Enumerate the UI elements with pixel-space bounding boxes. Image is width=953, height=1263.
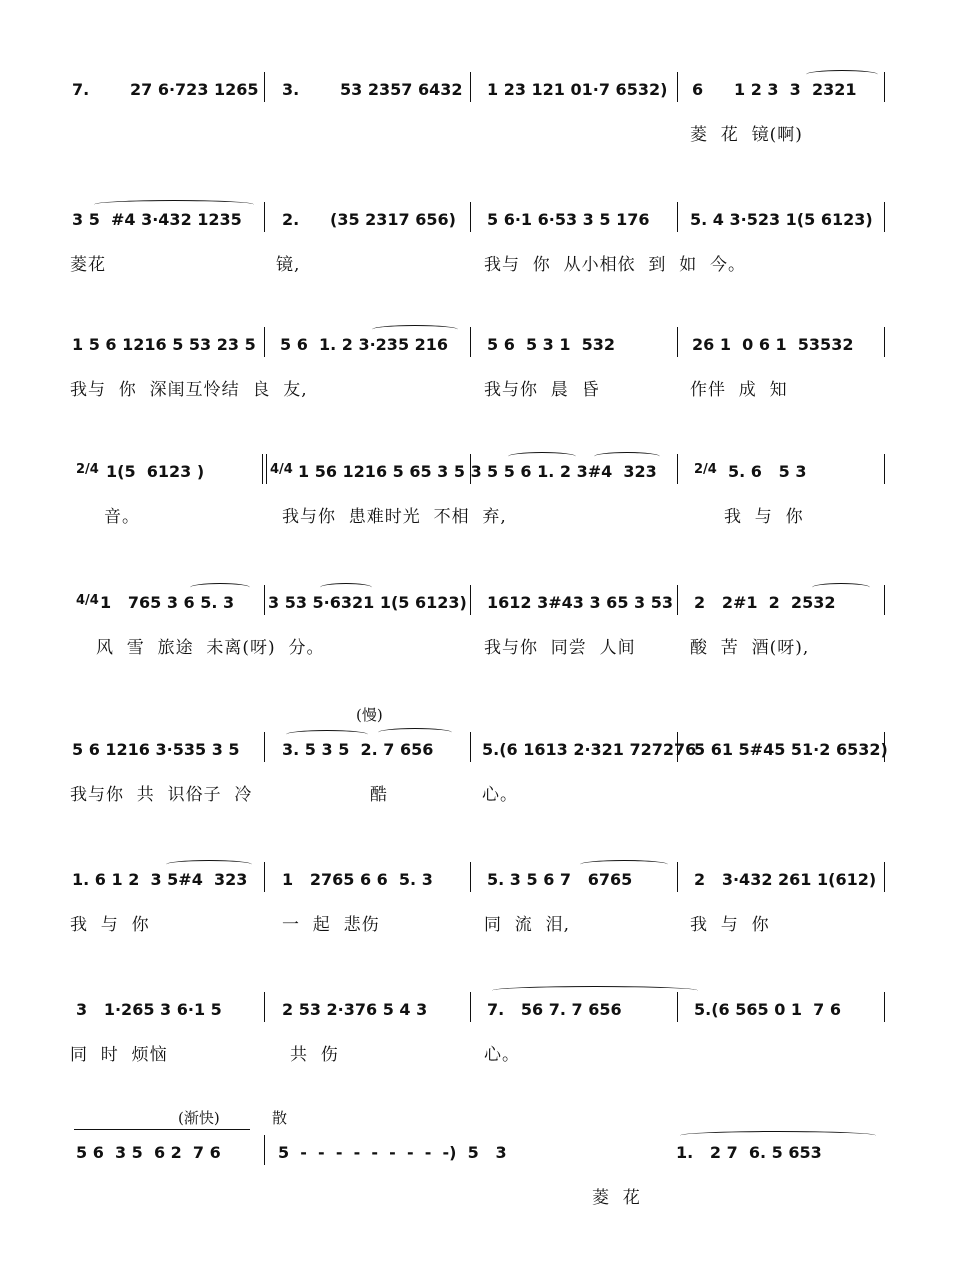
barline bbox=[677, 732, 678, 762]
lyric-text: 音。 bbox=[104, 507, 140, 527]
note-group: 5. 6 5 3 bbox=[728, 462, 807, 481]
notation-line bbox=[0, 1143, 953, 1183]
barline bbox=[264, 72, 265, 102]
score-system-5 bbox=[0, 593, 953, 713]
note-group: 53 2357 6432 bbox=[340, 80, 463, 99]
notation-line bbox=[0, 335, 953, 375]
barline bbox=[470, 454, 471, 484]
note-group: 6 bbox=[692, 80, 704, 99]
lyrics-line bbox=[0, 502, 953, 532]
lyric-text: 心。 bbox=[482, 785, 518, 805]
lyric-text: 我与 你 从小相依 到 如 今。 bbox=[484, 255, 747, 275]
lyric-text: 我与你 晨 昏 bbox=[484, 380, 600, 400]
note-group: 5.(6 565 0 1 7 6 bbox=[694, 1000, 842, 1019]
lyric-text: 菱花 bbox=[70, 255, 106, 275]
score-system-7 bbox=[0, 870, 953, 990]
barline bbox=[884, 454, 885, 484]
barline bbox=[884, 327, 885, 357]
barline bbox=[677, 454, 678, 484]
barline bbox=[884, 72, 885, 102]
slur bbox=[190, 583, 250, 592]
free-tempo-marking: 散 bbox=[272, 1109, 288, 1127]
note-group: 3. bbox=[282, 80, 300, 99]
note-group: 5 6 5 3 1 532 bbox=[487, 335, 616, 354]
barline bbox=[264, 202, 265, 232]
notation-line bbox=[0, 870, 953, 910]
lyric-text: 我 与 你 bbox=[70, 915, 150, 935]
note-group: 5 6 3 5 6 2 7 6 bbox=[76, 1143, 221, 1162]
slur bbox=[806, 70, 878, 79]
note-group: 2 2#1 2 2532 bbox=[694, 593, 836, 612]
lyrics-line bbox=[0, 633, 953, 663]
double-barline bbox=[262, 454, 263, 484]
barline bbox=[470, 862, 471, 892]
notation-line bbox=[0, 210, 953, 250]
lyric-text: 共 伤 bbox=[290, 1045, 339, 1065]
barline bbox=[884, 992, 885, 1022]
lyric-text: 一 起 悲伤 bbox=[282, 915, 380, 935]
note-group: 27 6·723 1265 bbox=[130, 80, 259, 99]
barline bbox=[470, 72, 471, 102]
lyric-text: 菱 花 镜(啊) bbox=[690, 125, 803, 145]
lyric-text: 镜, bbox=[276, 255, 301, 275]
barline bbox=[677, 72, 678, 102]
notation-line bbox=[0, 740, 953, 780]
slur bbox=[680, 1131, 876, 1140]
slur bbox=[812, 583, 870, 592]
score-system-8 bbox=[0, 1000, 953, 1120]
tempo-marking: (慢) bbox=[356, 706, 383, 724]
lyric-text: 我 与 你 bbox=[690, 915, 770, 935]
note-group: 1 2765 6 6 5. 3 bbox=[282, 870, 433, 889]
score-system-4 bbox=[0, 462, 953, 582]
lyric-text: 同 流 泪, bbox=[484, 915, 571, 935]
time-signature: 4/4 bbox=[76, 593, 99, 608]
note-group: 5. 4 3·523 1(5 6123) bbox=[690, 210, 873, 229]
barline bbox=[264, 862, 265, 892]
note-group: 5 6 1216 3·535 3 5 bbox=[72, 740, 240, 759]
barline bbox=[884, 585, 885, 615]
barline bbox=[677, 862, 678, 892]
note-group: 1 2 3 3 2321 bbox=[734, 80, 857, 99]
note-group: 1 765 3 6 5. 3 bbox=[100, 593, 235, 612]
notation-line bbox=[0, 1000, 953, 1040]
barline bbox=[264, 327, 265, 357]
note-group: 7. bbox=[72, 80, 90, 99]
lyric-text: 酸 苦 酒(呀), bbox=[690, 638, 810, 658]
time-signature: 2/4 bbox=[694, 462, 717, 477]
note-group: 3 5 #4 3·432 1235 bbox=[72, 210, 242, 229]
score-system-3 bbox=[0, 335, 953, 455]
barline bbox=[470, 327, 471, 357]
lyric-text: 菱 花 bbox=[592, 1188, 641, 1208]
lyric-text: 我与你 患难时光 不相 弃, bbox=[282, 507, 507, 527]
note-group: 5 61 5#45 51·2 6532) bbox=[694, 740, 888, 759]
score-system-9 bbox=[0, 1109, 953, 1263]
lyric-text: 酷 bbox=[370, 785, 388, 805]
barline bbox=[677, 585, 678, 615]
slur bbox=[372, 325, 458, 334]
lyric-text: 我 与 你 bbox=[724, 507, 804, 527]
barline bbox=[677, 992, 678, 1022]
note-group: 1 23 121 01·7 6532) bbox=[487, 80, 668, 99]
barline bbox=[884, 732, 885, 762]
note-group: 1(5 6123 ) bbox=[106, 462, 205, 481]
note-group: 1612 3#43 3 65 3 53 bbox=[487, 593, 673, 612]
lyrics-line bbox=[0, 910, 953, 940]
tempo-marking: (渐快) bbox=[178, 1109, 220, 1127]
barline bbox=[470, 732, 471, 762]
barline bbox=[677, 327, 678, 357]
note-group: 5 6 1. 2 3·235 216 bbox=[280, 335, 449, 354]
time-signature: 2/4 bbox=[76, 462, 99, 477]
note-group: 2 3·432 261 1(612) bbox=[694, 870, 877, 889]
note-group: 1. 6 1 2 3 5#4 323 bbox=[72, 870, 248, 889]
slur bbox=[508, 452, 576, 461]
slur bbox=[94, 200, 254, 209]
notation-line bbox=[0, 593, 953, 633]
slur bbox=[580, 860, 668, 869]
tremolo-bracket bbox=[74, 1129, 250, 1138]
lyrics-line bbox=[0, 120, 953, 150]
note-group: 5 6·1 6·53 3 5 176 bbox=[487, 210, 650, 229]
lyric-text: 我与你 共 识俗子 冷 bbox=[70, 785, 253, 805]
note-group: 3. 5 3 5 2. 7 656 bbox=[282, 740, 434, 759]
note-group: 26 1 0 6 1 53532 bbox=[692, 335, 854, 354]
time-signature: 4/4 bbox=[270, 462, 293, 477]
barline bbox=[677, 202, 678, 232]
notation-line bbox=[0, 80, 953, 120]
note-group: 5 5 6 1. 2 3#4 323 bbox=[487, 462, 657, 481]
lyric-text: 作伴 成 知 bbox=[690, 380, 788, 400]
note-group: 5. 3 5 6 7 6765 bbox=[487, 870, 633, 889]
note-group: 5.(6 1613 2·321 727276 bbox=[482, 740, 697, 759]
slur bbox=[594, 452, 660, 461]
barline bbox=[264, 992, 265, 1022]
lyric-text: 我与你 同尝 人间 bbox=[484, 638, 636, 658]
lyrics-line bbox=[0, 1183, 953, 1213]
barline bbox=[264, 732, 265, 762]
notation-line bbox=[0, 462, 953, 502]
note-group: 1. 2 7 6. 5 653 bbox=[676, 1143, 822, 1162]
slur bbox=[286, 730, 368, 739]
barline bbox=[264, 1135, 265, 1165]
lyric-text: 同 时 烦恼 bbox=[70, 1045, 168, 1065]
lyrics-line bbox=[0, 780, 953, 810]
lyric-text: 我与 你 深闺互怜结 良 友, bbox=[70, 380, 308, 400]
lyric-text: 风 雪 旅途 未离(呀) 分。 bbox=[96, 638, 325, 658]
note-group: 1 5 6 1216 5 53 23 5 bbox=[72, 335, 256, 354]
barline bbox=[884, 202, 885, 232]
barline bbox=[264, 585, 265, 615]
barline bbox=[884, 862, 885, 892]
tie bbox=[492, 986, 698, 995]
lyrics-line bbox=[0, 375, 953, 405]
lyrics-line bbox=[0, 250, 953, 280]
note-group: 2. bbox=[282, 210, 300, 229]
lyrics-line bbox=[0, 1040, 953, 1070]
barline bbox=[470, 585, 471, 615]
note-group: (35 2317 656) bbox=[330, 210, 456, 229]
slur bbox=[378, 728, 452, 737]
score-system-2 bbox=[0, 210, 953, 330]
score-system-1 bbox=[0, 80, 953, 200]
barline bbox=[470, 202, 471, 232]
note-group: 1 56 1216 5 65 3 5 3 bbox=[298, 462, 482, 481]
note-group: 3 53 5·6321 1(5 6123) bbox=[268, 593, 467, 612]
slur bbox=[166, 860, 252, 869]
score-system-6 bbox=[0, 706, 953, 860]
barline bbox=[470, 992, 471, 1022]
note-group: 2 53 2·376 5 4 3 bbox=[282, 1000, 428, 1019]
note-group: 5 - - - - - - - - -) 5 3 bbox=[278, 1143, 507, 1162]
note-group: 7. 56 7. 7 656 bbox=[487, 1000, 622, 1019]
note-group: 3 1·265 3 6·1 5 bbox=[76, 1000, 222, 1019]
slur bbox=[320, 583, 372, 592]
lyric-text: 心。 bbox=[484, 1045, 520, 1065]
